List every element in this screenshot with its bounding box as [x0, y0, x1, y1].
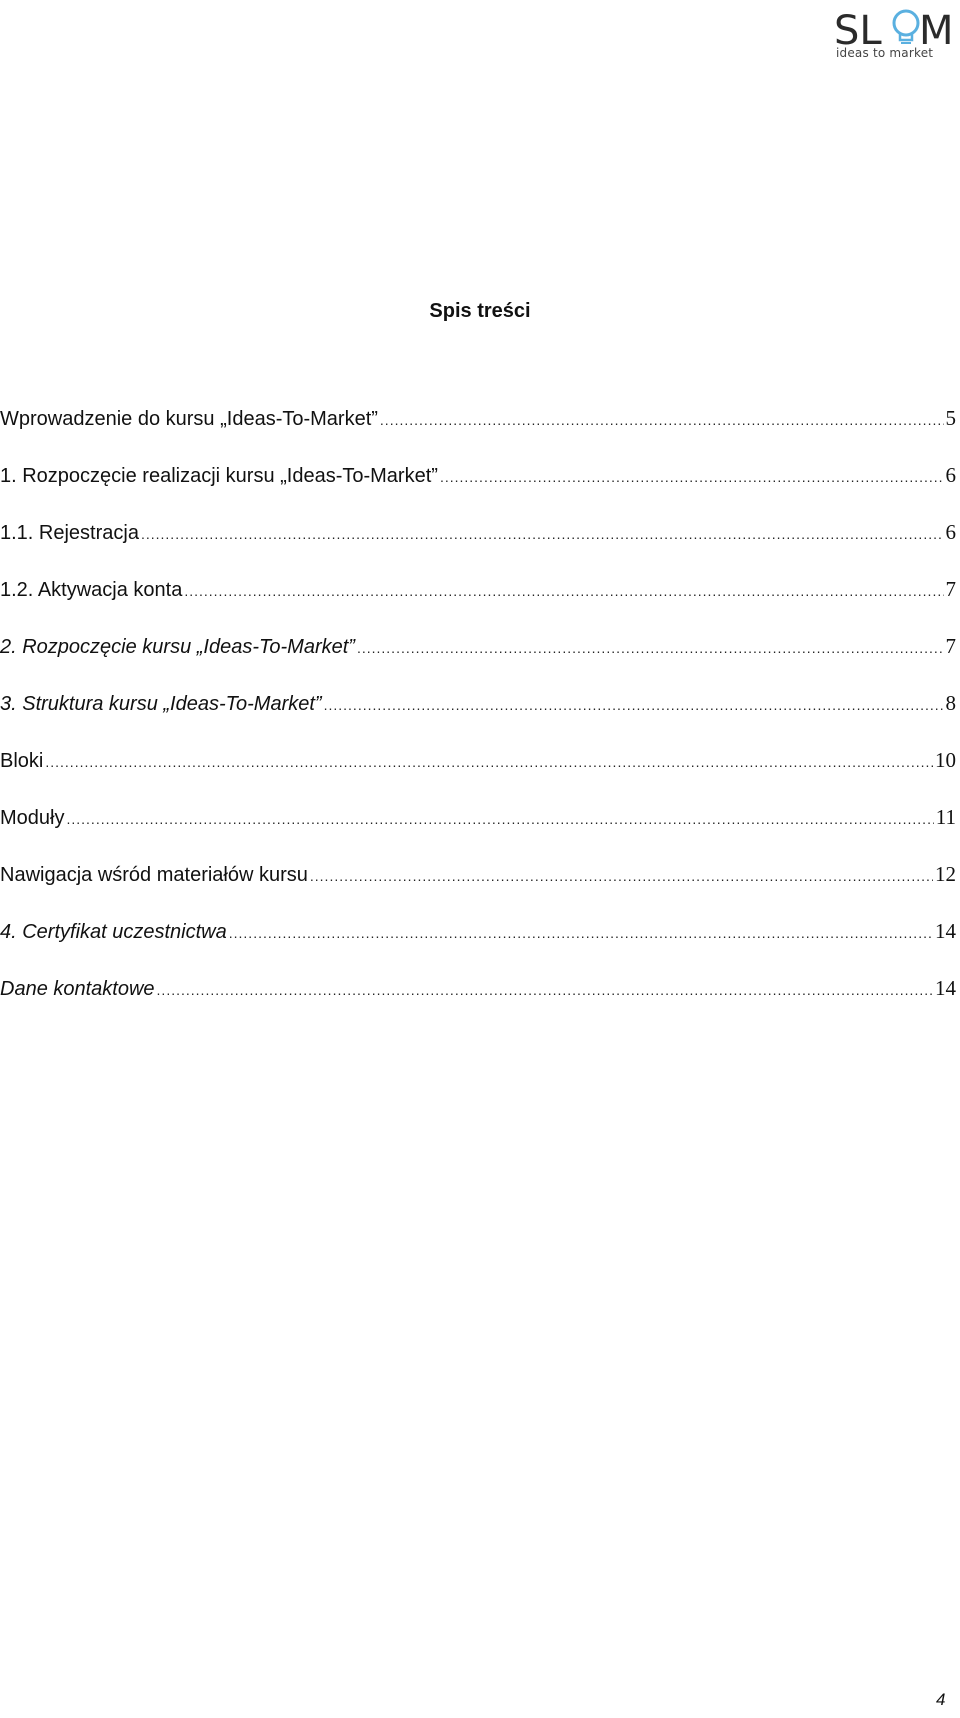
toc-dot-leader	[229, 920, 933, 946]
toc-entry-label: Bloki	[0, 750, 44, 772]
toc-dot-leader	[380, 407, 944, 433]
toc-entry-page: 8	[945, 691, 956, 715]
toc-entry[interactable]	[0, 975, 956, 1032]
toc-entry-page: 14	[935, 919, 956, 943]
toc-entry-label: 3. Struktura kursu „Ideas-To-Market”	[0, 693, 322, 715]
toc-entry[interactable]	[0, 519, 956, 576]
toc-entry[interactable]	[0, 405, 956, 462]
toc-entry-page: 11	[935, 805, 956, 829]
slom-logo-mark	[834, 6, 954, 50]
toc-entry-label: 4. Certyfikat uczestnictwa	[0, 921, 227, 943]
toc-entry-page: 7	[945, 577, 956, 601]
toc-entry-page: 6	[945, 463, 956, 487]
toc-dot-leader	[141, 521, 944, 547]
toc-entry-label: 1.2. Aktywacja konta	[0, 579, 183, 601]
toc-entry-label: 1. Rozpoczęcie realizacji kursu „Ideas-To-Market”	[0, 465, 438, 487]
toc-title: Spis treści	[429, 300, 531, 322]
lightbulb-icon	[894, 11, 918, 43]
toc-dot-leader	[66, 806, 933, 832]
toc-entry[interactable]	[0, 633, 956, 690]
toc-entry[interactable]	[0, 690, 956, 747]
slom-logo	[834, 6, 954, 62]
logo-letters-start: SL	[834, 8, 882, 50]
toc-dot-leader	[310, 863, 933, 889]
toc-entry[interactable]	[0, 804, 956, 861]
toc-entry[interactable]	[0, 918, 956, 975]
toc-entry-page: 7	[945, 634, 956, 658]
toc-entry-label: Wprowadzenie do kursu „Ideas-To-Market”	[0, 408, 378, 430]
toc-dot-leader	[324, 692, 944, 718]
toc-entry[interactable]	[0, 576, 956, 633]
logo-tagline: ideas to market	[836, 46, 934, 60]
toc-entry-label: Dane kontaktowe	[0, 978, 155, 1000]
toc-dot-leader	[184, 578, 943, 604]
toc-dot-leader	[45, 749, 933, 775]
toc-entry-page: 10	[935, 748, 956, 772]
toc-entry-page: 14	[935, 976, 956, 1000]
toc-entry[interactable]	[0, 747, 956, 804]
table-of-contents	[0, 405, 956, 1032]
toc-dot-leader	[357, 635, 944, 661]
logo-letters-end: M	[919, 8, 954, 50]
toc-entry-page: 6	[945, 520, 956, 544]
toc-entry[interactable]	[0, 462, 956, 519]
toc-entry-page: 5	[945, 406, 956, 430]
toc-entry-label: Moduły	[0, 807, 65, 829]
toc-entry-page: 12	[935, 862, 956, 886]
page-number: 4	[936, 1690, 946, 1709]
toc-entry-label: 2. Rozpoczęcie kursu „Ideas-To-Market”	[0, 636, 355, 658]
toc-dot-leader	[440, 464, 944, 490]
toc-entry-label: 1.1. Rejestracja	[0, 522, 139, 544]
toc-entry-label: Nawigacja wśród materiałów kursu	[0, 864, 308, 886]
toc-dot-leader	[157, 977, 933, 1003]
toc-entry[interactable]	[0, 861, 956, 918]
